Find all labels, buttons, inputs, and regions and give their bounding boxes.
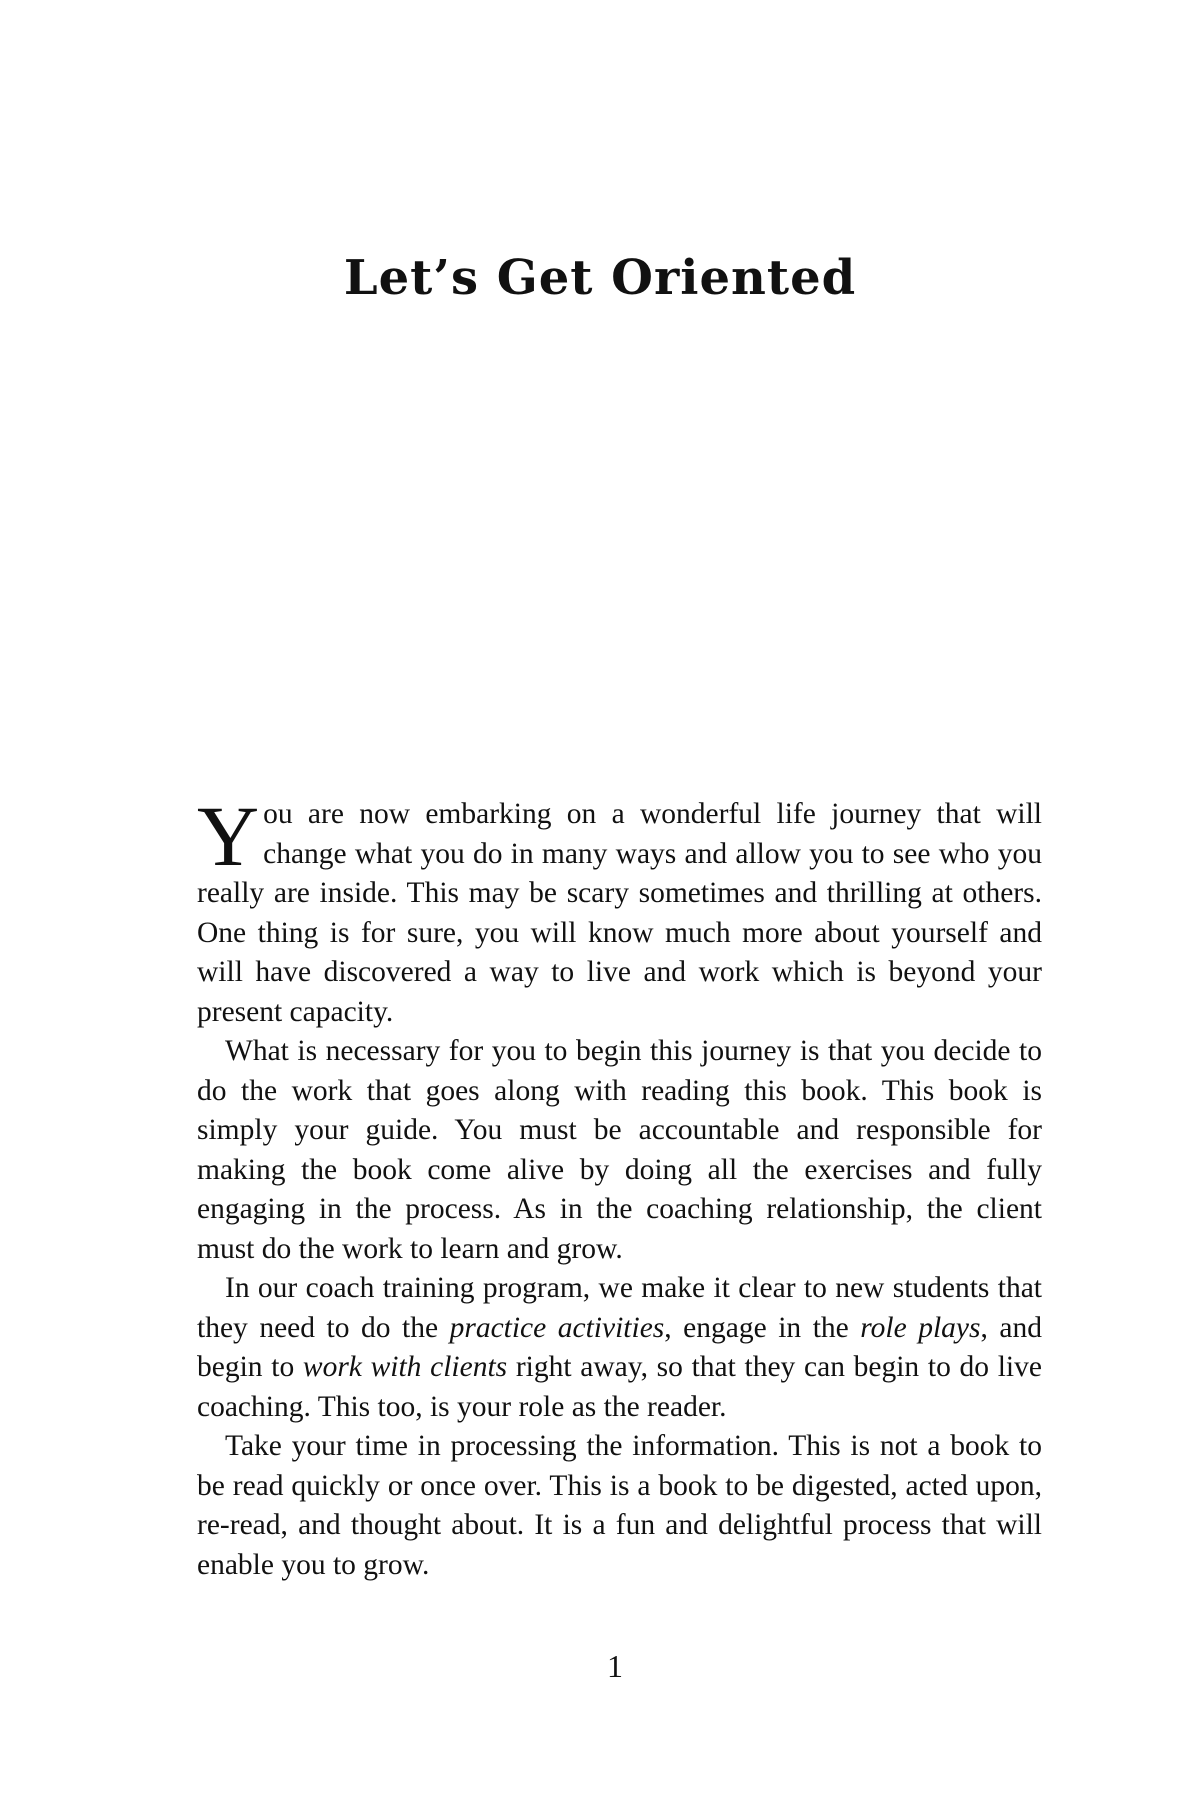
paragraph-3-text-b: , engage in the — [664, 1311, 861, 1344]
chapter-title: Let’s Get Oriented — [343, 250, 857, 306]
paragraph-3-text-d: right away, so that they can begin to do live coaching. This too, is your role as the reader. — [197, 1351, 1042, 1423]
drop-cap: Y — [197, 788, 260, 884]
paragraph-3 — [197, 1269, 1042, 1427]
emphasis-work-with-clients: work with clients — [302, 1351, 508, 1383]
paragraph-2-text: What is necessary for you to begin this journey is that you decide to do the work that goes along with reading this book. This book is simply your guide. You must be accountable and responsible for making the book come alive by doing all the exercises and fully engaging in the process. As in the coaching relationship, the client must do the work to learn and grow. — [197, 1035, 1042, 1265]
emphasis-practice-activities: practice activities — [449, 1311, 665, 1344]
page-number: 1 — [607, 1648, 623, 1684]
paragraph-3-text-c: , and begin to — [197, 1311, 1042, 1383]
paragraph-2 — [197, 1032, 1042, 1269]
paragraph-1 — [197, 788, 1042, 1032]
paragraph-4-text: Take your time in processing the information. This is not a book to be read quickly or once over. This is a book to be digested, acted upon, re-read, and thought about. It is a fun and delightful process that will enable you to grow. — [197, 1430, 1042, 1581]
paragraph-4 — [197, 1427, 1042, 1585]
emphasis-role-plays: role plays — [860, 1311, 981, 1344]
paragraph-3-text-a: In our coach training program, we make it clear to new students that they need to do the — [197, 1272, 1042, 1344]
body-text — [197, 788, 1042, 1585]
paragraph-1-text: ou are now embarking on a wonderful life journey that will change what you do in many ways and allow you to see who you really are inside. This may be scary sometimes and thrilling at others. One thing is for sure, you will know much more about yourself and will have discovered a way to live and work which is beyond your present capacity. — [197, 798, 1042, 1028]
